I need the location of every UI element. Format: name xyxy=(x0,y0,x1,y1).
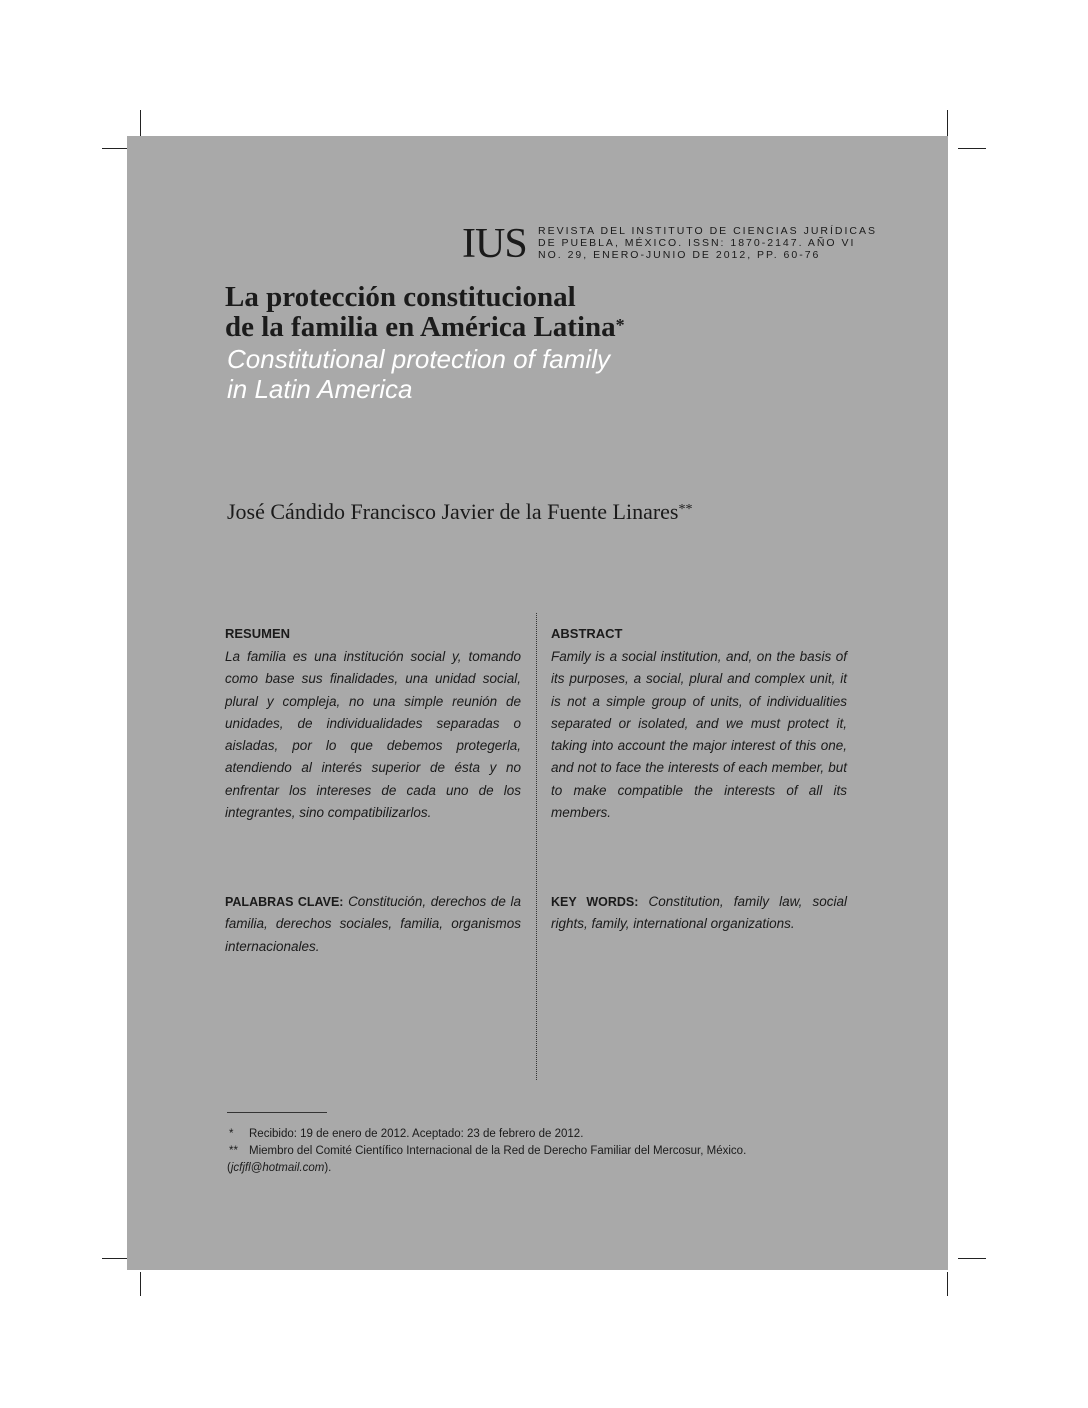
journal-info xyxy=(538,225,878,261)
footnote-text: Recibido: 19 de enero de 2012. Aceptado: 23 de febrero de 2012. xyxy=(249,1128,584,1140)
title-spanish xyxy=(225,282,825,342)
key-words-label: KEY WORDS: xyxy=(551,895,639,909)
footnote-received xyxy=(227,1126,867,1143)
resumen-text: La familia es una institución social y, tomando como base sus finalidades, una unidad social, plural y compleja, no una simple reunión de unidades, de individualidades separadas o aisladas, por lo que debemos protegerla, atendiendo al interés superior de ésta y no enfrentar los intereses de cada uno de los integrantes, sino compatibilizarlos. xyxy=(225,649,521,821)
journal-info-line: REVISTA DEL INSTITUTO DE CIENCIAS JURÍDICAS xyxy=(538,225,878,237)
palabras-clave-text: Constitución, derechos de la familia, derechos sociales, familia, organismos internacionales. xyxy=(225,894,521,954)
paren-open: ( xyxy=(227,1162,231,1174)
abstract-text: Family is a social institution, and, on the basis of its purposes, a social, plural and complex unit, it is not a simple group of units, of individualities separated or isolated, and we must protect it, taking into account the major interest of this one, and not to face the interests of each member, but to make compatible the interests of all its members. xyxy=(551,649,847,821)
footnote-text: Miembro del Comité Científico Internacional de la Red de Derecho Familiar del Mercosur, México. xyxy=(249,1145,747,1157)
crop-mark xyxy=(102,1258,128,1259)
crop-mark xyxy=(140,110,141,136)
footnote-email-line xyxy=(227,1160,867,1177)
column-divider xyxy=(536,613,537,1080)
footnotes xyxy=(227,1126,867,1177)
journal-logo: IUS xyxy=(462,221,527,267)
abstract-section xyxy=(551,626,847,824)
author-name-text: José Cándido Francisco Javier de la Fuente Linares xyxy=(227,499,679,524)
crop-mark xyxy=(958,148,986,149)
footnote-author xyxy=(227,1143,867,1160)
author-email: jcfjfl@hotmail.com xyxy=(230,1162,325,1174)
footnote-mark: ** xyxy=(229,1145,238,1157)
author-name xyxy=(227,498,887,526)
title-english-line: in Latin America xyxy=(227,374,413,404)
resumen-section xyxy=(225,626,521,824)
paren-close: ). xyxy=(324,1162,332,1174)
title-english-line: Constitutional protection of family xyxy=(227,344,610,374)
palabras-clave-label: PALABRAS CLAVE: xyxy=(225,895,344,909)
crop-mark xyxy=(102,148,128,149)
title-english xyxy=(227,344,827,404)
footnote-rule xyxy=(227,1112,327,1113)
abstract-heading: ABSTRACT xyxy=(551,626,623,641)
crop-mark xyxy=(140,1272,141,1296)
resumen-heading: RESUMEN xyxy=(225,626,291,641)
footnote-mark: * xyxy=(229,1128,234,1140)
key-words xyxy=(551,891,847,936)
footnote-mark: * xyxy=(615,315,625,335)
crop-mark xyxy=(947,1272,948,1296)
title-spanish-text: de la familia en América Latina xyxy=(225,311,616,343)
footnote-mark: ** xyxy=(678,502,693,517)
palabras-clave xyxy=(225,891,521,958)
key-words-text: Constitution, family law, social rights, family, international organizations. xyxy=(551,894,847,932)
article-page xyxy=(127,136,948,1270)
journal-info-line: NO. 29, ENERO-JUNIO DE 2012, PP. 60-76 xyxy=(538,249,821,261)
journal-info-line: DE PUEBLA, MÉXICO. ISSN: 1870-2147. AÑO VI xyxy=(538,237,856,249)
title-spanish-line xyxy=(225,312,825,342)
crop-mark xyxy=(958,1258,986,1259)
title-spanish-line: La protección constitucional xyxy=(225,281,576,313)
crop-mark xyxy=(947,110,948,136)
